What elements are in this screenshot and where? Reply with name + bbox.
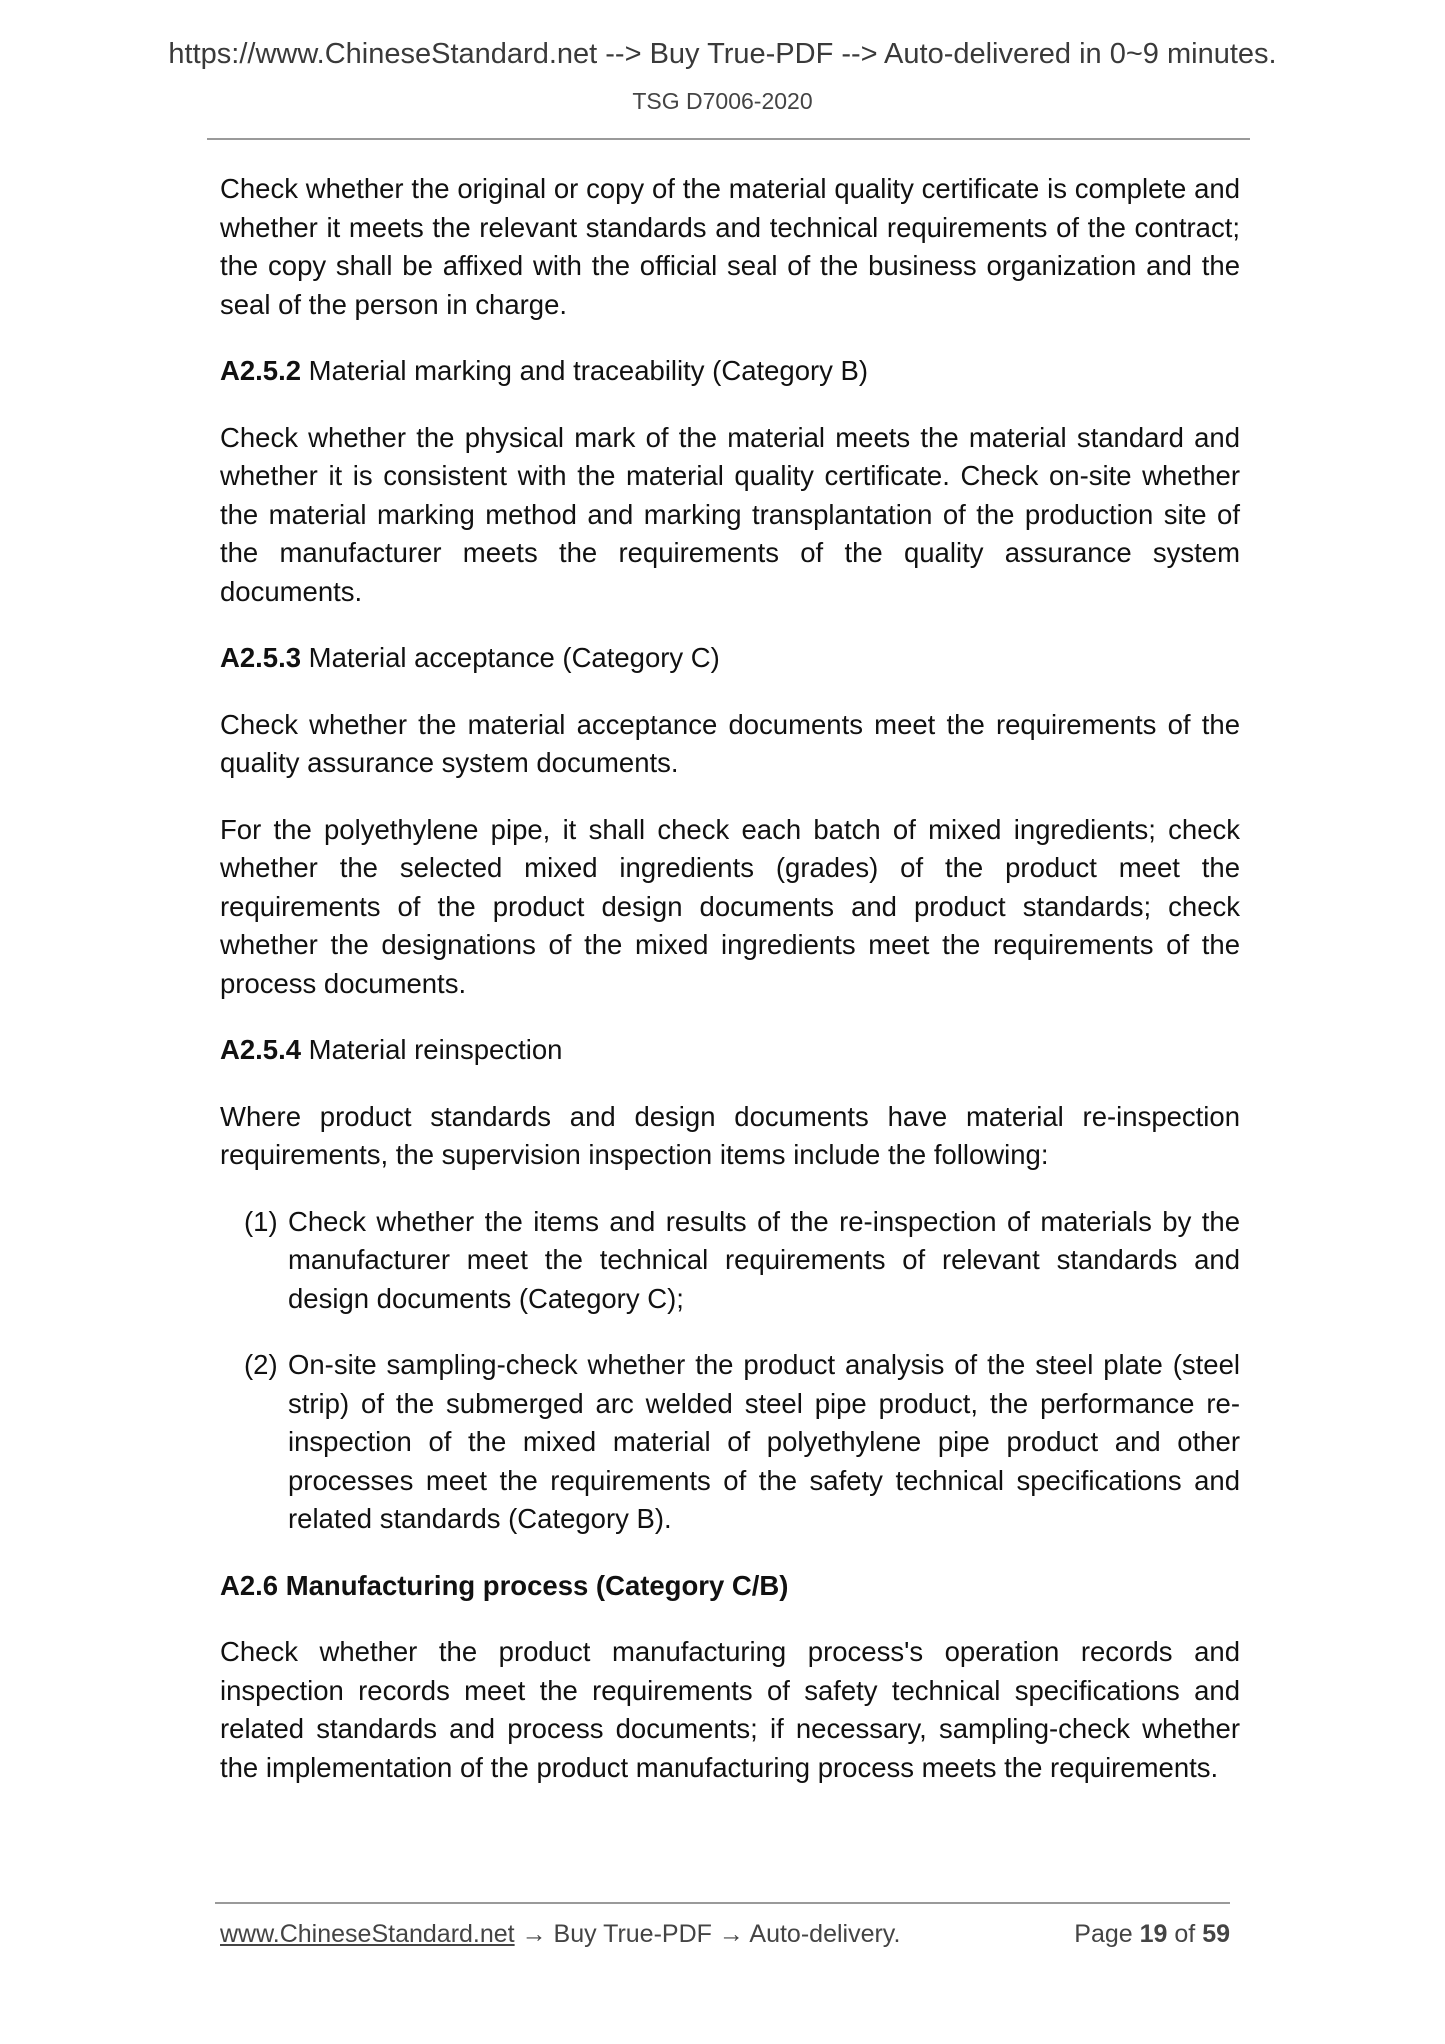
section-heading-a2-5-3: [220, 639, 1240, 678]
section-title: Material reinspection: [301, 1034, 563, 1065]
section-number: A2.5.3: [220, 642, 302, 673]
list-item: [220, 1346, 1240, 1539]
paragraph-reinspection-intro: Where product standards and design documents have material re-inspection requirements, the supervision inspection items include the following:: [220, 1100, 1240, 1170]
section-heading-a2-5-4: [220, 1031, 1240, 1070]
document-code: TSG D7006-2020: [632, 88, 813, 114]
paragraph-polyethylene-pipe: For the polyethylene pipe, it shall check each batch of mixed ingredients; check whether the selected mixed ingredients (grades) of the product meet the requirements of the product design documents and product standards; check whether the designations of the mixed ingredients meet the requirements of the process documents.: [220, 813, 1240, 999]
page-current: 19: [1139, 1920, 1168, 1948]
list-item-text: On-site sampling-check whether the product analysis of the steel plate (steel strip) of the submerged arc welded steel pipe product, the performance re-inspection of the mixed material of polyethylene pipe product and other processes meet the requirements of the safety technical specifications and related standards (Category B).: [288, 1349, 1240, 1534]
page-total: 59: [1202, 1920, 1230, 1948]
section-heading-a2-5-2: [220, 352, 1240, 391]
arrow-right-icon: →: [521, 1920, 547, 1948]
paragraph-manufacturing-process: Check whether the product manufacturing process's operation records and inspection records meet the requirements of safety technical specifications and related standards and process documents; if necessary, sampling-check whether the implementation of the product manufacturing process meets the requirements.: [220, 1636, 1240, 1783]
section-number: A2.5.4: [220, 1034, 302, 1065]
list-marker: (2): [244, 1349, 278, 1380]
section-heading-a2-6: A2.6 Manufacturing process (Category C/B): [220, 1569, 789, 1601]
page-content: [220, 170, 1240, 1815]
page-number: [1074, 1920, 1230, 1949]
page-label: Page: [1074, 1920, 1140, 1948]
section-title: Material acceptance (Category C): [301, 642, 720, 673]
footer-delivery-text: Auto-delivery.: [743, 1920, 901, 1948]
list-item: [220, 1203, 1240, 1319]
page-of: of: [1167, 1920, 1203, 1948]
arrow-right-icon: →: [718, 1920, 744, 1948]
section-title: Material marking and traceability (Category B): [301, 355, 869, 386]
section-number: A2.5.2: [220, 355, 302, 386]
paragraph-material-marking: Check whether the physical mark of the material meets the material standard and whether it is consistent with the material quality certificate. Check on-site whether the material marking method and marking transplantation of the production site of the manufacturer meets the requirements of the quality assurance system documents.: [220, 421, 1240, 607]
list-item-text: Check whether the items and results of the re-inspection of materials by the manufacturer meet the technical requirements of relevant standards and design documents (Category C);: [288, 1205, 1240, 1314]
site-link[interactable]: www.ChineseStandard.net: [220, 1920, 515, 1948]
paragraph-material-certificate: Check whether the original or copy of the material quality certificate is complete and whether it meets the relevant standards and technical requirements of the contract; the copy shall be affixed with the official seal of the business organization and the seal of the person in charge.: [220, 173, 1240, 320]
top-banner: https://www.ChineseStandard.net --> Buy True-PDF --> Auto-delivered in 0~9 minutes.: [168, 38, 1277, 70]
footer-divider: [215, 1902, 1230, 1904]
page-footer: [220, 1920, 1230, 1949]
paragraph-acceptance-documents: Check whether the material acceptance documents meet the requirements of the quality assurance system documents.: [220, 708, 1240, 778]
header-divider: [207, 138, 1250, 140]
list-marker: (1): [244, 1205, 278, 1237]
footer-buy-text: Buy True-PDF: [546, 1920, 719, 1948]
